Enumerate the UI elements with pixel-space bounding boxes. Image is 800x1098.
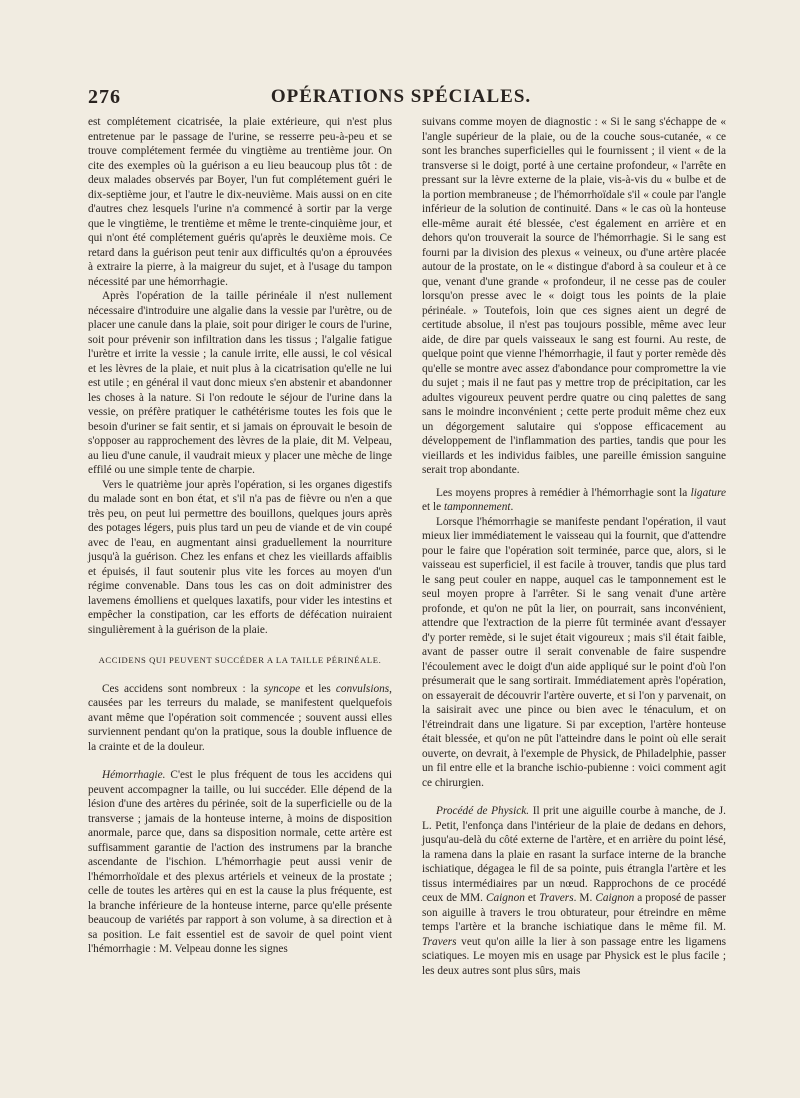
text-run: . xyxy=(510,501,514,513)
text-run: et le xyxy=(422,501,444,513)
paragraph xyxy=(88,768,392,957)
text-run: Il prit une aiguille courbe à manche, de J. L. Petit, l'enfonça dans l'intérieur de la plaie de dedans en dehors, jusqu'au-delà du côté externe de l'artère, et en arrière du point lésé, la ramena dans la plaie en rasant la surface interne de la branche ischiatique, dégagea le fil de sa pointe, puis étrangla l'artère et les tissus intermédiaires par un nœud. Rapprochons de ce procédé ceux de MM. xyxy=(422,805,727,904)
paragraph: est complétement cicatrisée, la plaie extérieure, qui n'est plus entretenue par le passage de l'urine, se resserre peu-à-peu et se trouve complétement fermée du vingtième au trentième jour. On cite des exemples où la guérison a eu lieu beaucoup plus tôt : de deux malades observés par Boyer, l'un fut complétement guéri le dix-septième jour, et l'autre le dix-neuvième. Mais aussi on en cite d'autres chez lesquels l'urine n'a commencé à sortir par la verge que le vingtième, le trentième et même le trente-cinquième jour, et qui n'ont été complétement guéris qu'après le deuxième mois. Ce retard dans la guérison peut tenir aux difficultés qu'on a éprouvées à extraire la pierre, à la maigreur du sujet, et à l'usage du tampon nécessité par une hémorrhagie. xyxy=(88,116,392,288)
italic-name: Travers xyxy=(422,935,457,948)
subsection-title: Hémorrhagie. xyxy=(102,769,166,781)
paragraph: Après l'opération de la taille périnéale il n'est nullement nécessaire d'introduire une algalie dans la vessie par l'urètre, ou de placer une canule dans la plaie, soit pour diriger le cours de l'urine, soit pour prévenir son infiltration dans les tissus ; l'algalie fatigue l'urètre et irrite la vessie ; la canule irrite, elle aussi, le col vésical et les lèvres de la plaie, et nuit plus à la cicatrisation qu'elle ne lui est utile ; en général il vaut donc mieux s'en abstenir et abandonner les choses à la nature. Si l'on redoute le séjour de l'urine dans la vessie, on préfère pratiquer le cathétérisme toutes les fois que le besoin d'uriner se fait sentir, et si jamais on éprouvait le besoin de s'opposer au rapprochement des lèvres de la plaie, dit M. Velpeau, au lieu d'une canule, il vaudrait mieux y placer une mèche de linge effilé ou une simple tente de charpie. xyxy=(88,290,392,476)
paragraph xyxy=(422,486,726,515)
text-run: Ces accidens sont nombreux : la xyxy=(102,682,264,695)
text-run: , causées par les terreurs du malade, se manifestent quelquefois avant même que l'opération soit commencée ; souvent aussi elles surviennent pendant qu'on la pratique, sous la double influence de la crainte et de la douleur. xyxy=(88,682,392,753)
text-run: C'est le plus fréquent de tous les accidens qui peuvent accompagner la taille, ou lui succéder. Elle dépend de la lésion d'une des artères du périnée, soit de la superficielle ou de la transverse ; jamais de la honteuse interne, à moins de disposition anormale, parce que, dans sa disposition normale, cette artère est suffisamment garantie de l'action des instrumens par la branche ascendante de l'ischion. L'hémorrhagie peut aussi venir de l'hémorrhoïdale et des plexus artériels et veineux de la prostate ; celle de toutes les artères qui en est la cause la plus fréquente, est la branche inférieure de la honteuse interne, parce qu'elle présente beaucoup de variétés par rapport à son volume, à sa direction et à sa position. Le fait essentiel est de savoir de quel point vient l'hémorrhagie : M. Velpeau donne les signes xyxy=(88,769,392,955)
italic-name: Caignon xyxy=(595,892,635,904)
right-column xyxy=(422,115,726,978)
paragraph: Lorsque l'hémorrhagie se manifeste pendant l'opération, il vaut mieux lier immédiatement le vaisseau qui la fournit, que d'attendre pour le faire que l'opération soit terminée, parce que, alors, si le vaisseau est superficiel, il est facile à trouver, tandis que plus tard le sang peut couler en nappe, auquel cas le tamponnement est le seul moyen propre à l'arrêter. Si le sang venait d'une artère profonde, et qu'on ne pût la lier, on pourrait, sans inconvénient, attendre que l'extraction de la pierre fût terminée avant d'essayer d'y porter remède, si le sujet était vigoureux ; mais s'il était faible, avant de passer outre il serait convenable de faire suspendre l'écoulement avec le doigt d'un aide appliqué sur le point d'où l'on présumerait que le sang sortirait. Immédiatement après l'opération, on essayerait de découvrir l'artère ouverte, et si l'on y parvenait, on la saisirait avec une pince ou bien avec le ténaculum, et on l'étreindrait dans une ligature. Si par exception, l'artère honteuse était blessée, et qu'on ne pût l'atteindre dans le point où elle serait ouverte, on devrait, à l'exemple de Physick, de Philadelphie, passer un fil entre elle et la branche ischio-pubienne : voici comment agit ce chirurgien. xyxy=(422,515,726,789)
paragraph xyxy=(88,682,392,755)
subsection-title: Procédé de Physick. xyxy=(436,805,530,817)
italic-term: convulsions xyxy=(335,682,390,695)
section-heading: ACCIDENS QUI PEUVENT SUCCÉDER A LA TAILLE PÉRINÉALE. xyxy=(98,655,382,665)
italic-term: tamponnement xyxy=(443,501,511,513)
text-run: et les xyxy=(300,682,336,695)
running-title: OPÉRATIONS SPÉCIALES. xyxy=(270,86,532,107)
italic-term: syncope xyxy=(263,682,301,695)
page-number: 276 xyxy=(88,86,121,108)
text-run: a proposé de passer son aiguille à travers le trou obturateur, pour étreindre en même temps l'artère et la branche ischiatique dans le même fil. M. xyxy=(422,892,726,933)
page-header xyxy=(88,86,714,114)
italic-name: Travers xyxy=(539,892,574,904)
text-run: veut qu'on aille la lier à son passage entre les ligamens sciatiques. Le moyen mis en usage par Physick est le plus facile ; les deux autres sont plus sûrs, mais xyxy=(422,935,726,977)
left-column xyxy=(88,115,392,957)
paragraph: Vers le quatrième jour après l'opération, si les organes digestifs du malade sont en bon état, et s'il n'a pas de fièvre ou n'en a que très peu, on peut lui permettre des bouillons, quelques jours après des potages légers, puis plus tard un peu de viande et de vin coupé avec de l'eau, en augmentant ainsi graduellement la nourriture jusqu'à la guérison. Chez les enfans et chez les vieillards affaiblis et épuisés, il faut soutenir plus vite les forces au moyen d'un régime convenable. Dans tous les cas on doit administrer des lavemens émolliens et quelques laxatifs, pour vider les intestins et empêcher la constipation, car les efforts de défécation nuiraient singulièrement à la guérison de la plaie. xyxy=(88,478,392,636)
paragraph: suivans comme moyen de diagnostic : « Si le sang s'échappe de « l'angle supérieur de la plaie, ou de la couche sous-cutanée, « ce sont les branches superficielles qui le fournissent ; il vient « de la transverse si le doigt, porté à une certaine profondeur, « l'arrête en pressant sur la lèvre externe de la plaie, vis-à-vis du « bulbe et de la portion membraneuse ; de l'hémorrhoïdale s'il « coule par l'angle inférieur de la solution de continuité. Dans « le cas où la honteuse elle-même aurait été blessée, c'est également en arrière et en dehors qu'on trouverait la source de l'hémorrhagie. Si le sang est fourni par la division des plexus « veineux, ou d'une artère placée autour de la prostate, on le « distingue d'abord à sa couleur et à ce que, venant d'une grande « profondeur, il ne cesse pas de couler lorsqu'on presse avec le « doigt tous les points de la plaie périnéale. » Toutefois, loin que ces signes aient un degré de certitude absolue, il n'est pas toujours possible, même avec leur aide, de dire par quels vaisseaux le sang est fourni. Au reste, de quelque point que vienne l'hémorrhagie, il faut y porter remède dès qu'elle se montre avec assez d'abondance pour compromettre la vie du sujet ; mais il ne faut pas y mettre trop de précipitation, car les adultes vigoureux peuvent perdre quatre ou cinq palettes de sang sans le moindre inconvénient ; cette perte produit même chez eux un dégorgement salutaire qui s'oppose efficacement au développement de l'inflammation des parties, tandis que pour les vieillards et les individus faibles, une pareille émission sanguine serait trop abondante. xyxy=(422,116,726,476)
text-run: et xyxy=(524,892,540,904)
italic-term: ligature xyxy=(690,486,726,499)
text-run: . M. xyxy=(573,892,596,904)
paragraph xyxy=(422,804,726,978)
text-run: Les moyens propres à remédier à l'hémorrhagie sont la xyxy=(436,486,691,499)
italic-name: Caignon xyxy=(485,892,525,904)
